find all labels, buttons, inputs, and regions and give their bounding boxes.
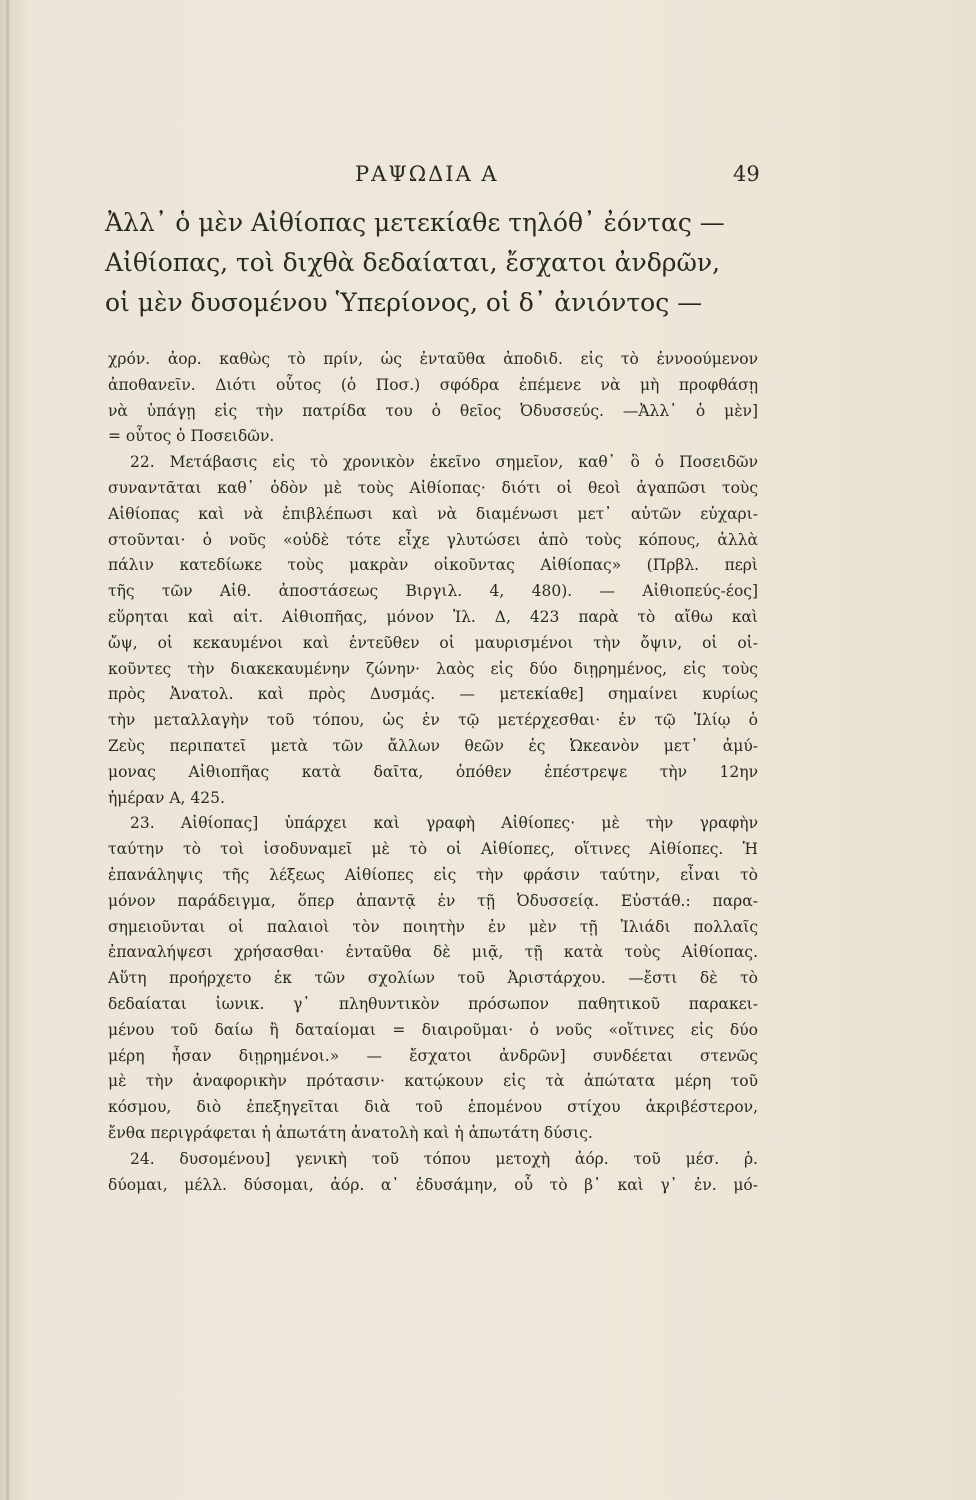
commentary-line: = οὗτος ὁ Ποσειδῶν. [108,427,275,446]
verse-line: Αἰθίοπας, τοὶ διχθὰ δεδαίαται, ἔσχατοι ἀνδρῶν, [105,248,721,277]
commentary-line: δύομαι, μέλλ. δύσομαι, ἀόρ. α᾽ ἐδυσάμην, οὗ τὸ β᾽ καὶ γ᾽ ἐν. μό- [108,1175,758,1194]
commentary-line: νὰ ὑπάγῃ εἰς τὴν πατρίδα του ὁ θεῖος Ὀδυσσεύς. —Ἀλλ᾽ ὁ μὲν] [108,401,758,420]
verse-line: Ἀλλ᾽ ὁ μὲν Αἰθίοπας μετεκίαθε τηλόθ᾽ ἐόντας — [105,208,725,237]
commentary-line: Αὕτη προήρχετο ἐκ τῶν σχολίων τοῦ Ἀριστάρχου. —ἔστι δὲ τὸ [108,969,758,988]
commentary-line: 22. Μετάβασις εἰς τὸ χρονικὸν ἐκεῖνο σημεῖον, καθ᾽ ὃ ὁ Ποσειδῶν [130,453,758,472]
commentary-line: 23. Αἰθίοπας] ὑπάρχει καὶ γραφὴ Αἰθίοπες· μὲ τὴν γραφὴν [130,814,758,833]
commentary-line: ὤψ, οἱ κεκαυμένοι καὶ ἐντεῦθεν οἱ μαυρισμένοι τὴν ὄψιν, οἱ οἰ- [108,633,758,652]
running-title: ΡΑΨΩΔΙΑ Α [355,162,499,186]
commentary-line: ταύτην τὸ τοὶ ἰσοδυναμεῖ μὲ τὸ οἱ Αἰθίοπες, οἵτινες Αἰθίοπες. Ἡ [108,840,758,859]
commentary-line: μόνον παράδειγμα, ὅπερ ἀπαντᾷ ἐν τῇ Ὀδυσσείᾳ. Εὐστάθ.: παρα- [108,891,758,910]
page-edge [6,0,9,1500]
commentary-line: στοῦνται· ὁ νοῦς «οὐδὲ τότε εἶχε γλυτώσει ἀπὸ τοὺς κόπους, ἀλλὰ [108,530,758,549]
commentary-line: ἀποθανεῖν. Διότι οὗτος (ὁ Ποσ.) σφόδρα ἐπέμενε νὰ μὴ προφθάσῃ [108,375,758,394]
commentary-line: μὲ τὴν ἀναφορικὴν πρότασιν· κατῴκουν εἰς τὰ ἀπώτατα μέρη τοῦ [108,1072,758,1091]
commentary-line: πρὸς Ἀνατολ. καὶ πρὸς Δυσμάς. — μετεκίαθε] σημαίνει κυρίως [108,685,758,704]
commentary-line: τῆς τῶν Αἰθ. ἀποστάσεως Βιργιλ. 4, 480). — Αἰθιοπεύς-έος] [108,582,758,601]
commentary-line: Ζεὺς περιπατεῖ μετὰ τῶν ἄλλων θεῶν ἐς Ὠκεανὸν μετ᾽ ἀμύ- [108,736,758,755]
commentary-line: 24. δυσομένου] γενικὴ τοῦ τόπου μετοχὴ ἀόρ. τοῦ μέσ. ῥ. [130,1149,758,1168]
commentary-line: ἡμέραν Α, 425. [108,788,225,807]
commentary-line: κόσμου, διὸ ἐπεξηγεῖται διὰ τοῦ ἑπομένου στίχου ἀκριβέστερον, [108,1098,758,1117]
page-number: 49 [733,162,760,186]
commentary-line: πάλιν κατεδίωκε τοὺς μακρὰν οἰκοῦντας Αἰθίοπας» (Πρβλ. περὶ [108,556,758,575]
commentary-line: μένου τοῦ δαίω ἢ δαταίομαι = διαιροῦμαι· ὁ νοῦς «οἵτινες εἰς δύο [108,1020,758,1039]
commentary-line: εὕρηται καὶ αἰτ. Αἰθιοπῆας, μόνον Ἰλ. Δ, 423 παρὰ τὸ αἴθω καὶ [108,607,758,626]
commentary-line: ἔνθα περιγράφεται ἡ ἀπωτάτη ἀνατολὴ καὶ ἡ ἀπωτάτη δύσις. [108,1123,593,1142]
verse-line: οἱ μὲν δυσομένου Ὑπερίονος, οἱ δ᾽ ἀνιόντος — [105,288,703,317]
verse-block [105,203,755,323]
commentary-line: ἐπανάληψις τῆς λέξεως Αἰθίοπες εἰς τὴν φράσιν ταύτην, εἶναι τὸ [108,865,758,884]
commentary-line: κοῦντες τὴν διακεκαυμένην ζώνην· λαὸς εἰς δύο διῃρημένος, εἰς τοὺς [108,659,758,678]
commentary-line: μέρη ἦσαν διῃρημένοι.» — ἔσχατοι ἀνδρῶν] συνδέεται στενῶς [108,1046,758,1065]
commentary-line: χρόν. ἀορ. καθὼς τὸ πρίν, ὡς ἐνταῦθα ἀποδιδ. εἰς τὸ ἐννοούμενον [108,350,758,368]
page-header [0,162,976,192]
commentary-line: μονας Αἰθιοπῆας κατὰ δαῖτα, ὁπόθεν ἐπέστρεψε τὴν 12ην [108,762,758,781]
commentary-line: Αἰθίοπας καὶ νὰ ἐπιβλέπωσι καὶ νὰ διαμένωσι μετ᾽ αὐτῶν εὐχαρι- [108,504,758,523]
commentary-line: ἐπαναλήψεσι χρήσασθαι· ἐνταῦθα δὲ μιᾷ, τῇ κατὰ τοὺς Αἰθίοπας. [108,943,758,962]
commentary-line: συναντᾶται καθ᾽ ὁδὸν μὲ τοὺς Αἰθίοπας· διότι οἱ θεοὶ ἀγαπῶσι τοὺς [108,478,758,497]
commentary-line: δεδαίαται ἰωνικ. γ᾽ πληθυντικὸν πρόσωπον παθητικοῦ παρακει- [108,994,758,1013]
commentary-line: σημειοῦνται οἱ παλαιοὶ τὸν ποιητὴν ἐν μὲν τῇ Ἰλιάδι πολλαῖς [108,917,758,936]
commentary-line: τὴν μεταλλαγὴν τοῦ τόπου, ὡς ἐν τῷ μετέρχεσθαι· ἐν τῷ Ἰλίῳ ὁ [108,711,758,730]
commentary-block [108,347,758,1198]
